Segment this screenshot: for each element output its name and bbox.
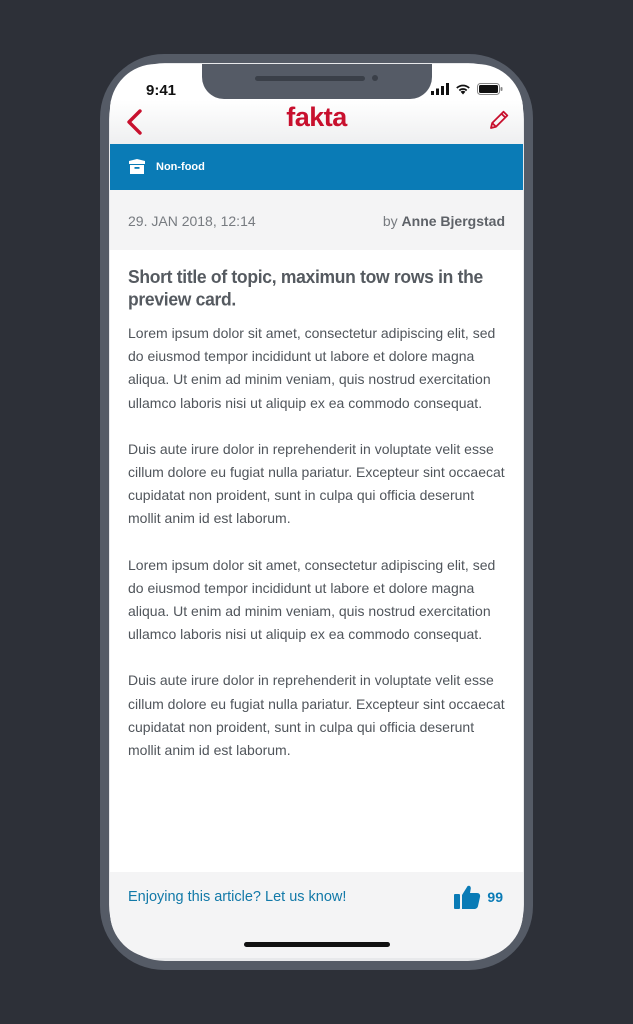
article-date: 29. JAN 2018, 12:14: [128, 213, 256, 229]
device-speaker: [255, 76, 365, 81]
article-paragraph: Lorem ipsum dolor sit amet, consectetur adipiscing elit, sed do eiusmod tempor incididunt ut labore et dolore magna aliqua. Ut enim ad minim veniam, quis nostrud exercitation ullamco laboris nisi ut aliquip ex ea commodo consequat.: [128, 325, 496, 411]
status-icons: [431, 82, 503, 96]
status-time: 9:41: [146, 82, 177, 99]
article-paragraph: Duis aute irure dolor in reprehenderit in voluptate velit esse cillum dolore eu fugiat nulla pariatur. Excepteur sint occaecat cupidatat non proident, sunt in culpa qui officia deserunt mollit anim id est laborum.: [128, 440, 505, 527]
fakta-logo: fakta: [286, 102, 347, 132]
app-screen: [110, 64, 523, 958]
app-header: [110, 100, 523, 144]
category-label: Non-food: [156, 161, 205, 173]
pencil-icon[interactable]: [487, 108, 511, 132]
like-count: 99: [487, 889, 503, 905]
feedback-prompt-link[interactable]: Enjoying this article? Let us know!: [128, 889, 347, 905]
article-title: Short title of topic, maximun tow rows in the preview card.: [128, 266, 483, 310]
category-bar: [110, 144, 523, 190]
article-paragraph: Lorem ipsum dolor sit amet, consectetur adipiscing elit, sed do eiusmod tempor incididunt ut labore et dolore magna aliqua. Ut enim ad minim veniam, quis nostrud exercitation ullamco laboris nisi ut aliquip ex ea commodo consequat.: [128, 556, 496, 643]
article-paragraph: Duis aute irure dolor in reprehenderit in voluptate velit esse cillum dolore eu fugiat nulla pariatur. Excepteur sint occaecat cupidatat non proident, sunt in culpa qui officia deserunt mollit anim id est laborum.: [128, 672, 505, 759]
home-indicator[interactable]: [244, 942, 390, 947]
article-byline: [383, 213, 505, 229]
battery-icon: [477, 83, 503, 95]
device-camera: [372, 75, 378, 81]
like-button[interactable]: [453, 884, 503, 910]
signal-icon: [431, 83, 449, 95]
box-icon: [128, 159, 146, 175]
device-notch: [202, 64, 432, 99]
article-body: [128, 266, 506, 762]
wifi-icon: [455, 83, 471, 95]
author-name: Anne Bjergstad: [401, 213, 505, 229]
byline-prefix: by: [382, 213, 398, 229]
article-meta: [110, 190, 523, 250]
thumbs-up-icon: [453, 884, 481, 910]
